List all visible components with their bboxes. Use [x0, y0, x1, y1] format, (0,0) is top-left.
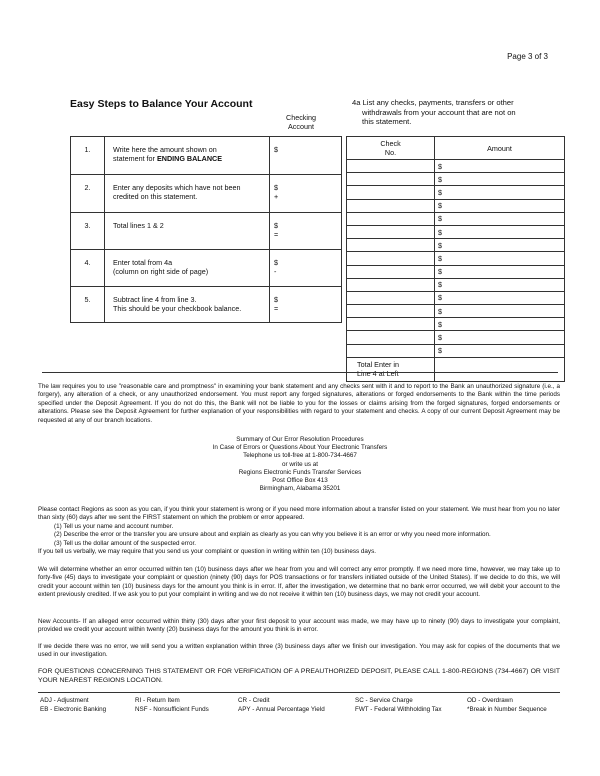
step-number: 4.: [71, 250, 105, 287]
step-amount-cell[interactable]: [270, 137, 342, 175]
balance-steps-table: [70, 136, 342, 323]
legend-item: *Break in Number Sequence: [467, 706, 547, 713]
check-number-cell[interactable]: [347, 252, 435, 265]
check-amount-cell[interactable]: $: [435, 225, 565, 238]
step-text: Subtract line 4 from line 3.: [113, 295, 197, 304]
dollar-sign: $: [274, 145, 278, 154]
check-number-cell[interactable]: [347, 278, 435, 291]
step-amount-cell[interactable]: [270, 287, 342, 323]
checks-header-row: [347, 137, 565, 160]
step-text-2: This should be your checkbook balance.: [113, 304, 242, 313]
check-row: [347, 199, 565, 212]
check-no-header: [347, 137, 435, 160]
checking-header-line: Checking: [286, 113, 316, 122]
check-number-cell[interactable]: [347, 160, 435, 173]
balance-title: Easy Steps to Balance Your Account: [70, 98, 253, 110]
step-number: 1.: [71, 137, 105, 175]
legend-item: CR - Credit: [238, 697, 270, 704]
ending-balance-label: ENDING BALANCE: [156, 154, 223, 163]
summary-line: Telephone us toll-free at 1-800-734-4667: [243, 452, 357, 460]
check-amount-cell[interactable]: $: [435, 173, 565, 186]
step-number: 3.: [71, 213, 105, 250]
step-number: 2.: [71, 175, 105, 213]
check-row: [347, 225, 565, 238]
checking-account-header: [270, 113, 332, 131]
step-description: [105, 287, 270, 323]
dollar-sign: $: [274, 295, 278, 304]
step-amount-cell[interactable]: [270, 213, 342, 250]
questions-paragraph: FOR QUESTIONS CONCERNING THIS STATEMENT OR FOR VERIFICATION OF A PREAUTHORIZED DEPOSIT, PLEASE CALL 1-800-REGIONS (734-4667) OR VISIT YOUR NEAREST REGIONS LOCATION.: [38, 668, 560, 684]
operator-symbol: =: [274, 304, 279, 313]
check-row: [347, 318, 565, 331]
check-number-cell[interactable]: [347, 291, 435, 304]
legal-paragraph: The law requires you to use "reasonable care and promptness" in examining your bank statement and any checks sent with it and to report to the Bank an unauthorized signature (i.e., a forgery), any alteration of a check, or any unauthorized endorsement. You must report any forged signatures, alterations or forged endorsements to the Bank within the time periods specified under the Deposit Agreement. If you do not do this, the Bank will not be liable to you for the losses or claims arising from the forged signatures, forged endorsements or alterations. Please see the Deposit Agreement for further explanation of your responsibilities with regard to your statement and checks. A copy of our current Deposit Agreement may be requested at any of our branch locations.: [38, 383, 560, 424]
check-amount-cell[interactable]: $: [435, 212, 565, 225]
determine-paragraph: We will determine whether an error occurred within ten (10) business days after we hear from you and will correct any error promptly. If we need more time, however, we may take up to forty-five (45) days to investigate your complaint or question (ninety (90) days for POS transactions or for transfers initiated outside of the United States). If we decide to do this, we will credit your account within ten (10) business days for the amount you think is in error. If, after the investigation, we determine that no bank error occurred, we will debit your account to the extent previously credited. If we ask you to put your complaint in writing and we do not receive it within ten (10) business days, we may not credit your account.: [38, 566, 560, 599]
error-resolution-summary: [0, 436, 600, 493]
check-no-header-line: Check: [380, 139, 401, 148]
summary-line: Summary of Our Error Resolution Procedures: [236, 436, 364, 443]
contact-item: (2) Describe the error or the transfer you are unsure about and explain as clearly as you can why you believe it is an error or why you need more information.: [54, 531, 491, 539]
step-text-prefix: statement for: [113, 154, 157, 163]
check-number-cell[interactable]: [347, 318, 435, 331]
step-row: [71, 287, 342, 323]
verbal-line: If you tell us verbally, we may require that you send us your complaint or question in writing within ten (10) business days.: [38, 548, 376, 556]
step-row: [71, 213, 342, 250]
step-text-2: [113, 154, 265, 163]
check-row: [347, 252, 565, 265]
check-amount-cell[interactable]: $: [435, 305, 565, 318]
check-row: [347, 278, 565, 291]
check-number-cell[interactable]: [347, 265, 435, 278]
check-number-cell[interactable]: [347, 305, 435, 318]
total-label: [347, 357, 435, 381]
step-number: 5.: [71, 287, 105, 323]
check-amount-cell[interactable]: $: [435, 186, 565, 199]
operator-symbol: +: [274, 192, 279, 201]
check-number-cell[interactable]: [347, 331, 435, 344]
step-text-2: (column on right side of page): [113, 267, 209, 276]
step-text: Enter any deposits which have not been: [113, 183, 241, 192]
checks-list-header: [352, 98, 542, 127]
check-row: [347, 186, 565, 199]
legend-item: EB - Electronic Banking: [40, 706, 107, 713]
new-accounts-paragraph: New Accounts- If an alleged error occurred within thirty (30) days after your first deposit to your account was made, we may have up to ninety (90) days to investigate your complaint, provided we credit your account within twenty (20) business days for the amount you think is in error.: [38, 618, 560, 634]
operator-symbol: =: [274, 230, 279, 239]
summary-line: Regions Electronic Funds Transfer Services: [238, 468, 362, 476]
checks-header-line: this statement.: [362, 117, 412, 126]
step-description: [105, 137, 270, 175]
dollar-sign: $: [274, 221, 278, 230]
check-amount-cell[interactable]: $: [435, 265, 565, 278]
dollar-sign: $: [274, 258, 278, 267]
legend-divider: [38, 692, 560, 693]
check-amount-cell[interactable]: $: [435, 199, 565, 212]
checks-header-line: withdrawals from your account that are not on: [362, 107, 516, 117]
check-row: [347, 305, 565, 318]
summary-line: Post Office Box 413: [272, 477, 328, 485]
no-error-paragraph: If we decide there was no error, we will send you a written explanation within three (3) business days after we finish our investigation. You may ask for copies of the documents that we used in our investigation.: [38, 643, 560, 659]
legend-item: ADJ - Adjustment: [40, 697, 89, 704]
check-row: [347, 212, 565, 225]
check-no-header-line: No.: [384, 148, 397, 157]
step-text: Total lines 1 & 2: [113, 221, 164, 230]
legend-item: SC - Service Charge: [355, 697, 413, 704]
step-amount-cell[interactable]: [270, 175, 342, 213]
check-amount-cell[interactable]: $: [435, 291, 565, 304]
check-row: [347, 331, 565, 344]
step-row: [71, 175, 342, 213]
legend-item: APY - Annual Percentage Yield: [238, 706, 325, 713]
checking-header-line: Account: [288, 122, 314, 131]
check-number-cell[interactable]: [347, 344, 435, 357]
check-row: [347, 291, 565, 304]
step-text: Write here the amount shown on: [113, 145, 217, 154]
check-number-cell[interactable]: [347, 186, 435, 199]
check-amount-cell[interactable]: $: [435, 239, 565, 252]
check-row: [347, 344, 565, 357]
step-row: [71, 250, 342, 287]
page-number: Page 3 of 3: [507, 52, 548, 61]
checks-header-line: 4a List any checks, payments, transfers or other: [352, 98, 514, 107]
check-number-cell[interactable]: [347, 199, 435, 212]
total-label-line: Total Enter in: [357, 360, 399, 370]
step-description: [105, 175, 270, 213]
step-row: [71, 137, 342, 175]
check-amount-cell[interactable]: $: [435, 160, 565, 173]
check-amount-cell[interactable]: $: [435, 344, 565, 357]
contact-item: (3) Tell us the dollar amount of the suspected error.: [54, 539, 196, 547]
check-row: [347, 160, 565, 173]
dollar-sign: $: [274, 183, 278, 192]
operator-symbol: -: [274, 267, 277, 276]
step-amount-cell[interactable]: [270, 250, 342, 287]
summary-line: Birmingham, Alabama 35201: [259, 485, 341, 493]
section-divider: [42, 372, 558, 373]
legend-item: OD - Overdrawn: [467, 697, 513, 704]
total-amount-cell[interactable]: [435, 357, 565, 381]
check-amount-cell[interactable]: $: [435, 331, 565, 344]
step-text-2: credited on this statement.: [113, 192, 198, 201]
contact-paragraph: Please contact Regions as soon as you can, if you think your statement is wrong or if you need more information about a transfer listed on your statement. We must hear from you no later than sixty (60) days after we sent the FIRST statement on which the problem or error appeared.: [38, 506, 560, 522]
legend-item: NSF - Nonsufficient Funds: [135, 706, 209, 713]
check-number-cell[interactable]: [347, 225, 435, 238]
check-number-cell[interactable]: [347, 239, 435, 252]
check-number-cell[interactable]: [347, 212, 435, 225]
check-row: [347, 173, 565, 186]
legend-item: FWT - Federal Withholding Tax: [355, 706, 442, 713]
amount-header: Amount: [435, 137, 565, 160]
step-text: Enter total from 4a: [113, 258, 173, 267]
contact-section: [38, 506, 560, 556]
summary-line: In Case of Errors or Questions About Your Electronic Transfers: [212, 444, 388, 452]
total-label-line: Line 4 at Left: [357, 369, 399, 379]
total-row: [347, 357, 565, 381]
check-number-cell[interactable]: [347, 173, 435, 186]
summary-line: or write us at: [281, 460, 319, 468]
step-description: [105, 213, 270, 250]
legend-item: RI - Return Item: [135, 697, 180, 704]
check-row: [347, 265, 565, 278]
step-description: [105, 250, 270, 287]
check-amount-cell[interactable]: $: [435, 318, 565, 331]
check-amount-cell[interactable]: $: [435, 252, 565, 265]
contact-item: (1) Tell us your name and account number.: [54, 522, 174, 530]
check-row: [347, 239, 565, 252]
outstanding-checks-table: [346, 136, 565, 382]
check-amount-cell[interactable]: $: [435, 278, 565, 291]
